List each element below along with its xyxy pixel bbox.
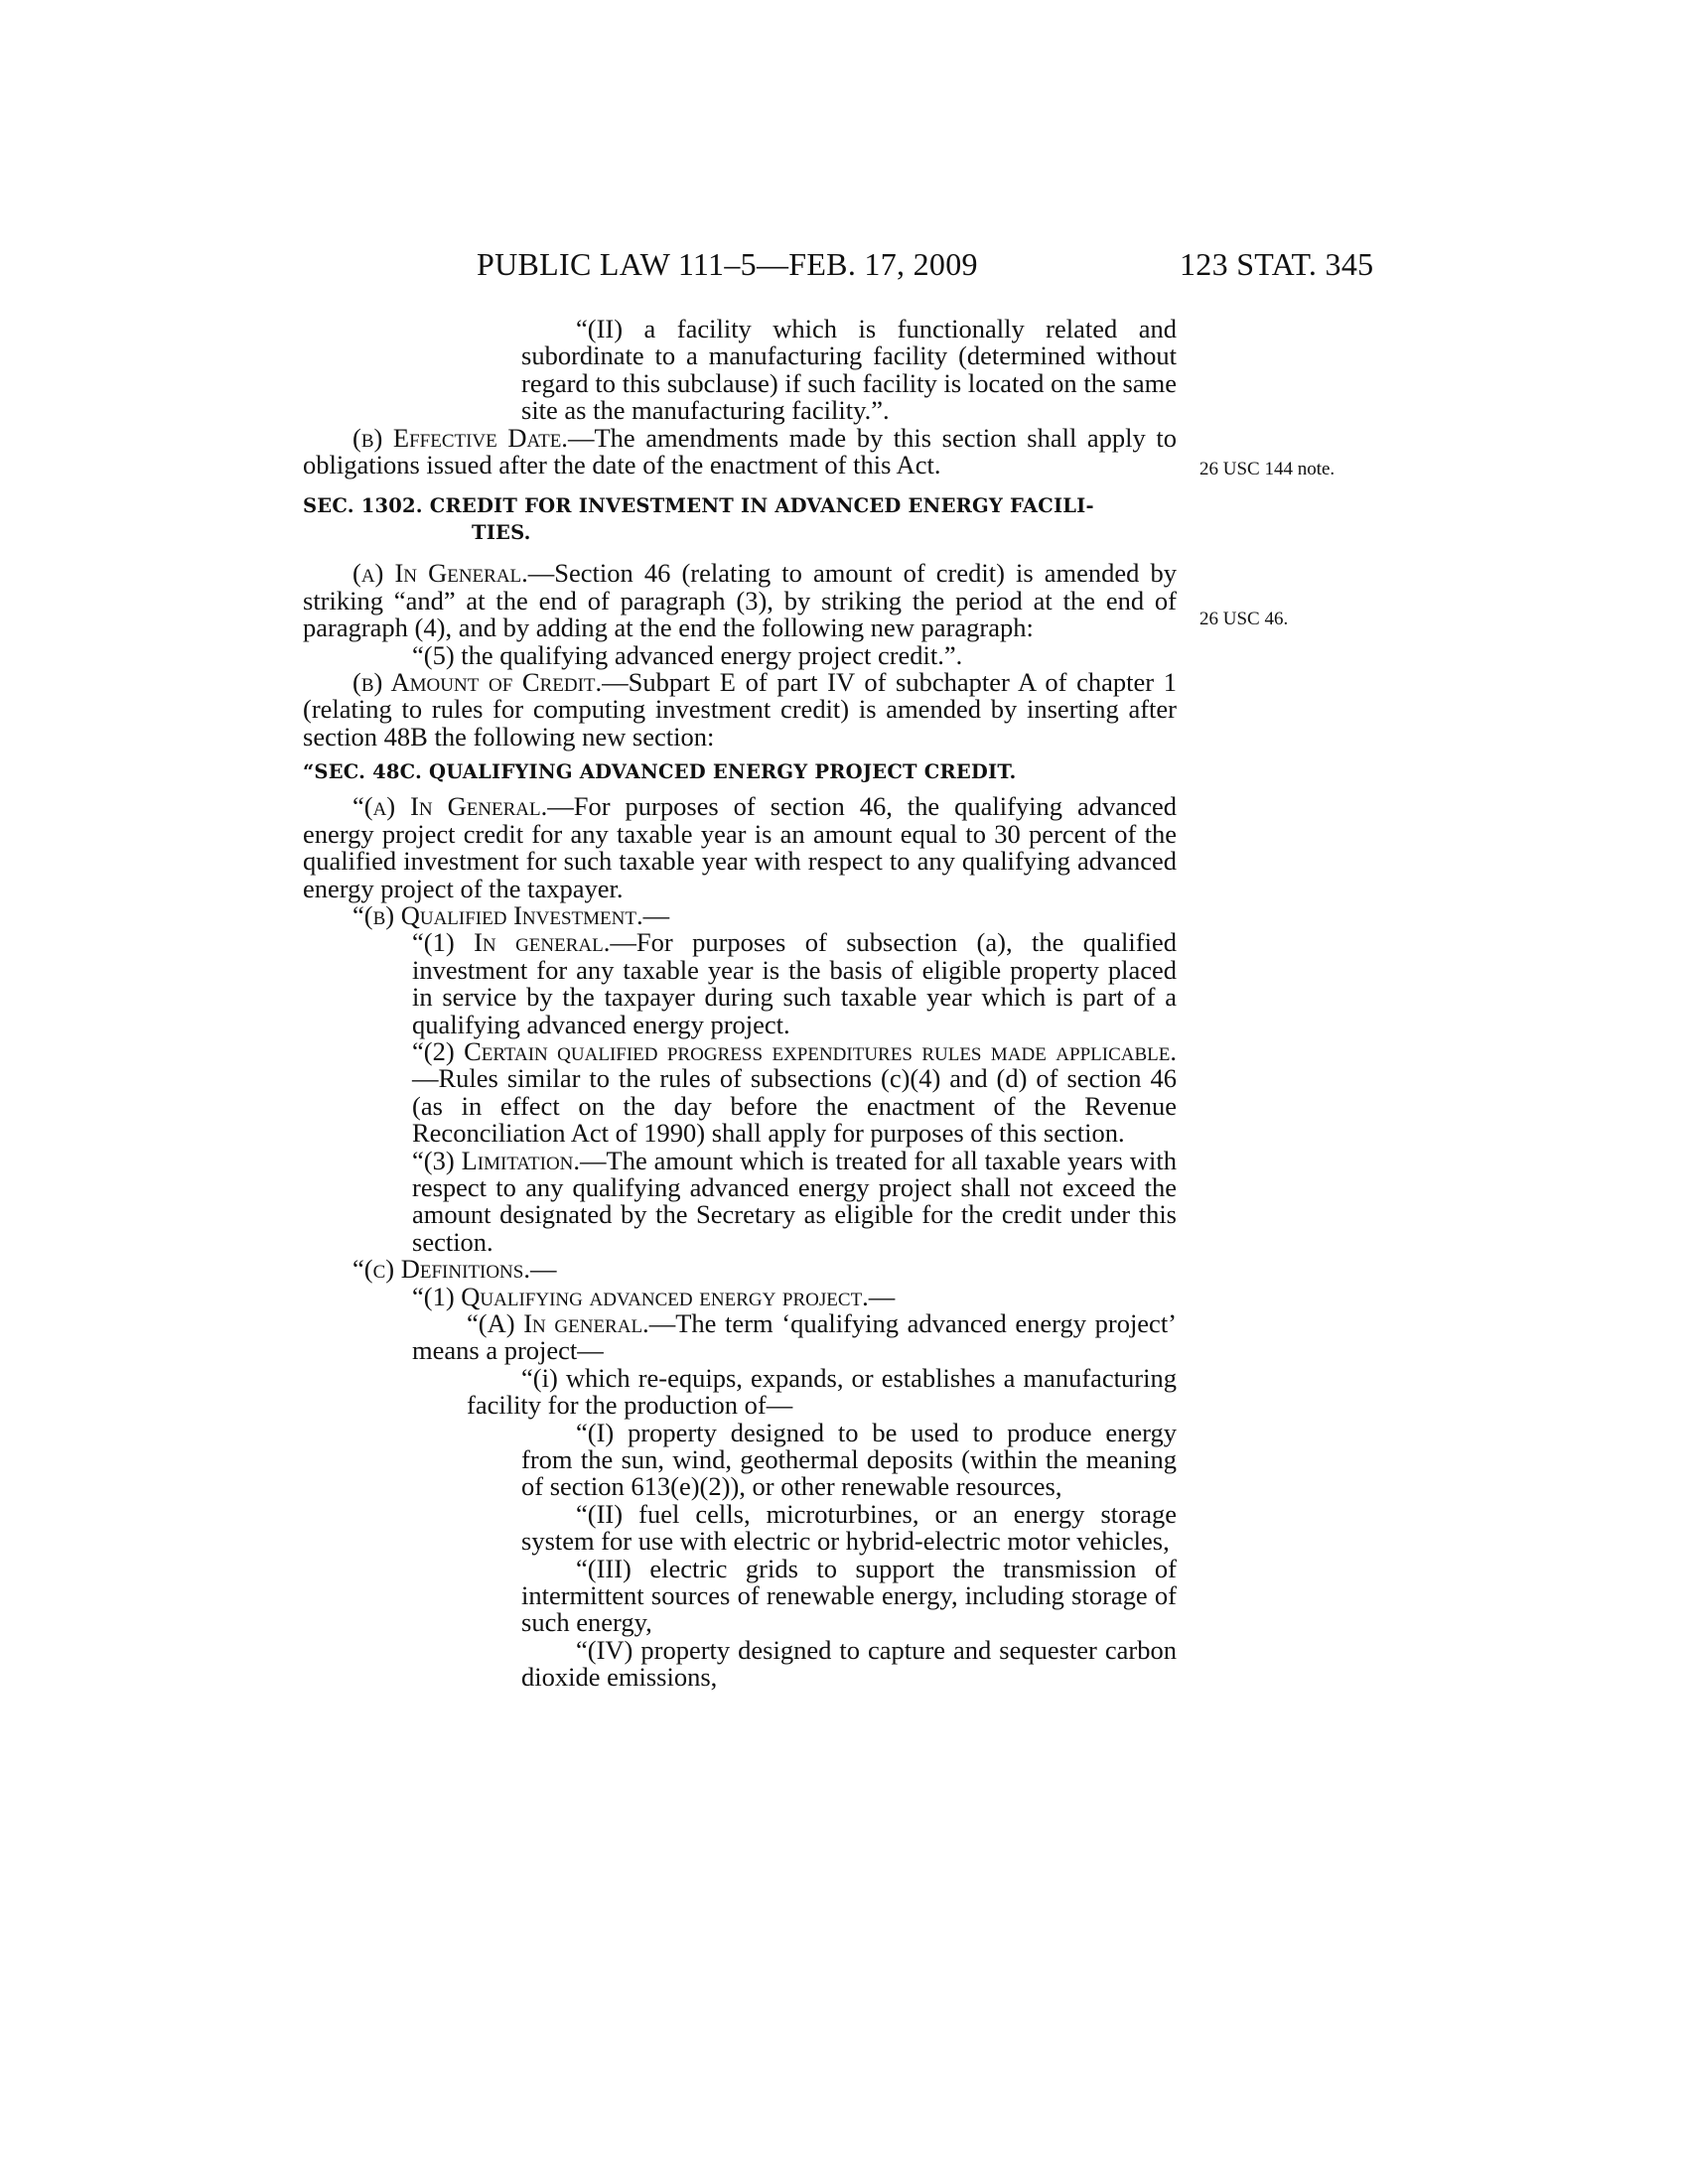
heading-in-general: (a) In General. — [352, 558, 528, 589]
text-c-1-a: —The term ‘qualifying advanced energy project’ means a project— — [412, 1308, 1178, 1366]
text-b-2: —Rules similar to the rules of subsections (c)(4) and (d) of section 46 (as in effect on the day before the enactment of the Revenue Reconciliation Act of 1990) shall apply for purposes of this section. — [412, 1063, 1177, 1149]
paragraph-effective-date — [303, 422, 1177, 480]
paragraph-subclause-ii: “(II) a facility which is functionally related and subordinate to a manufacturing facility (determined without regard to this subclause) if such facility is located on the same site as the manufacturing facility.”. — [521, 314, 1177, 426]
heading-c-1-a: “(A) In general. — [467, 1308, 649, 1338]
text-b-3: —The amount which is treated for all taxable years with respect to any qualifying advanced energy project shall not exceed the amount designated by the Secretary as eligible for the credit under this section. — [412, 1145, 1177, 1257]
text-amount-of-credit: —Subpart E of part IV of subchapter A of chapter 1 (relating to rules for computing investment credit) is amended by inserting after section 48B the following new section: — [303, 667, 1177, 751]
text-b-1: —For purposes of subsection (a), the qualified investment for any taxable year is the basis of eligible property placed in service by the taxpayer during such taxable year which is part of a qualifying advanced energy project. — [412, 927, 1177, 1039]
section-heading-1302-line2: TIES. — [472, 521, 531, 545]
paragraph-in-general-a — [303, 560, 1177, 641]
paragraph-subclause-ii-fuel: “(II) fuel cells, microturbines, or an energy storage system for use with electric or hybrid-electric motor vehicles, — [521, 1498, 1177, 1557]
section-heading-1302-line1: SEC. 1302. CREDIT FOR INVESTMENT IN ADVANCED ENERGY FACILI- — [303, 494, 1094, 518]
heading-b-3: “(3) Limitation. — [412, 1145, 581, 1175]
document-body — [303, 316, 1177, 1692]
text-48c-a: —For purposes of section 46, the qualifying advanced energy project credit for any taxable year is an amount equal to 30 percent of the qualified investment for such taxable year with respect to any qualifying advanced energy project of the taxpayer. — [303, 791, 1177, 903]
paragraph-subclause-iii: “(III) electric grids to support the transmission of intermittent sources of renewable energy, including storage of such energy, — [521, 1553, 1177, 1638]
paragraph-amount-of-credit — [303, 669, 1177, 751]
paragraph-b-2 — [303, 1035, 1177, 1149]
heading-qualifying-project: “(1) Qualifying advanced energy project.— — [412, 1281, 896, 1311]
paragraph-c-1-a — [303, 1310, 1177, 1365]
page-header-stat: 123 STAT. 345 — [1180, 246, 1374, 282]
heading-qualified-investment: “(b) Qualified Investment.— — [352, 899, 670, 930]
paragraph-b-3 — [303, 1145, 1177, 1257]
page-header-title: PUBLIC LAW 111–5—FEB. 17, 2009 — [477, 246, 978, 282]
paragraph-b-1 — [303, 929, 1177, 1038]
paragraph-48c-a — [303, 793, 1177, 902]
heading-definitions: “(c) Definitions.— — [352, 1254, 557, 1285]
paragraph-subclause-iv: “(IV) property designed to capture and sequester carbon dioxide emissions, — [521, 1634, 1177, 1693]
paragraph-credit-5: “(5) the qualifying advanced energy project credit.”. — [412, 639, 963, 670]
heading-b-1: “(1) In general. — [412, 927, 611, 958]
section-heading-1302 — [303, 492, 1177, 546]
paragraph-c-1-a-i: “(i) which re-equips, expands, or establishes a manufacturing facility for the production of— — [467, 1362, 1177, 1421]
paragraph-subclause-i: “(I) property designed to be used to produce energy from the sun, wind, geothermal deposits (within the meaning of section 613(e)(2)), or other renewable resources, — [521, 1417, 1177, 1502]
heading-amount-of-credit: (b) Amount of Credit. — [352, 667, 603, 698]
text-in-general: —Section 46 (relating to amount of credit) is amended by striking “and” at the end of paragraph (3), by striking the period at the end of paragraph (4), and by adding at the end the following new paragraph: — [303, 558, 1177, 643]
margin-note-usc-46: 26 USC 46. — [1199, 609, 1289, 629]
section-heading-48c: “SEC. 48C. QUALIFYING ADVANCED ENERGY PROJECT CREDIT. — [303, 760, 1017, 784]
heading-48c-a: “(a) In General. — [352, 791, 548, 822]
text-effective-date: —The amendments made by this section shall apply to obligations issued after the date of the enactment of this Act. — [303, 422, 1177, 480]
heading-effective-date: (b) Effective Date. — [352, 422, 568, 453]
heading-b-2: “(2) Certain qualified progress expenditures rules made applicable. — [412, 1035, 1177, 1066]
margin-note-usc-144: 26 USC 144 note. — [1199, 459, 1336, 479]
